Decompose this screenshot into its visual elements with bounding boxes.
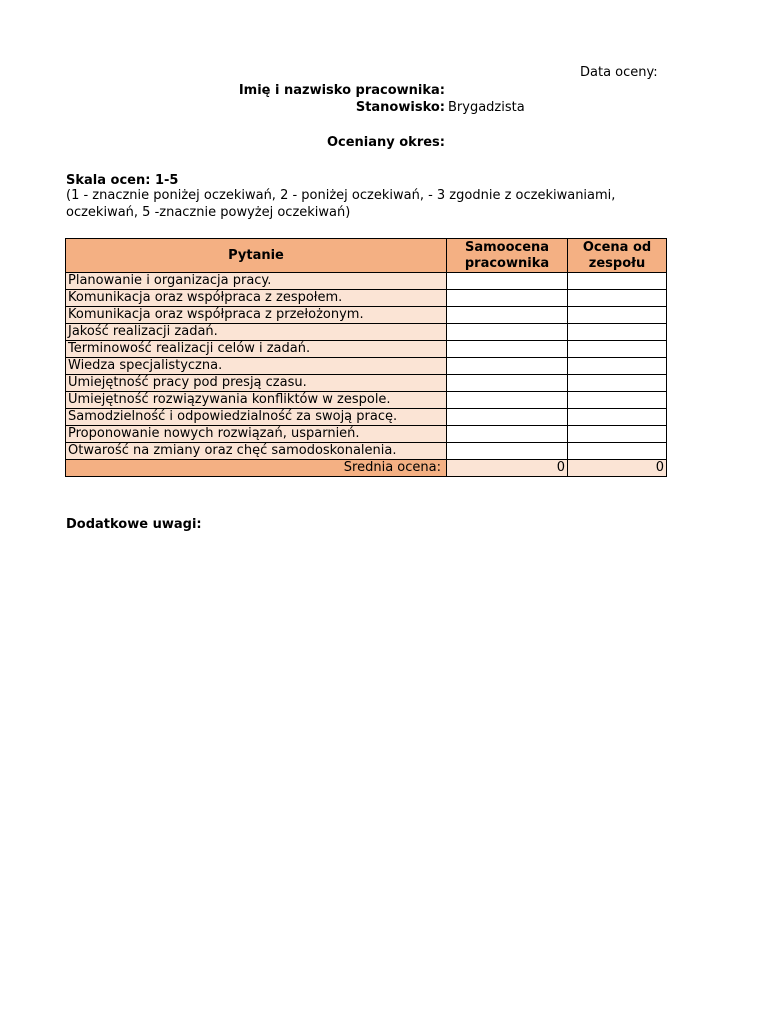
question-cell: Otwarość na zmiany oraz chęć samodoskonalenia. [66,443,447,460]
self-rating-cell[interactable] [447,375,568,392]
question-cell: Proponowanie nowych rozwiązań, usparnień. [66,426,447,443]
table-row [66,358,667,375]
average-label: Średnia ocena: [66,460,447,477]
team-rating-cell[interactable] [568,307,667,324]
column-header-question: Pytanie [66,239,447,273]
column-header-self-assessment: Samoocena pracownika [447,239,568,273]
question-cell: Umiejętność rozwiązywania konfliktów w zespole. [66,392,447,409]
evaluated-period-label: Oceniany okres: [326,135,445,150]
table-row [66,409,667,426]
question-cell: Terminowość realizacji celów i zadań. [66,341,447,358]
table-row [66,273,667,290]
table-row [66,290,667,307]
question-cell: Komunikacja oraz współpraca z przełożonym. [66,307,447,324]
self-rating-cell[interactable] [447,426,568,443]
self-rating-cell[interactable] [447,324,568,341]
table-row [66,443,667,460]
self-rating-cell[interactable] [447,290,568,307]
table-header-row [66,239,667,273]
question-cell: Umiejętność pracy pod presją czasu. [66,375,447,392]
average-self-value: 0 [447,460,568,477]
evaluation-date-label: Data oceny: [580,65,658,80]
team-rating-cell[interactable] [568,392,667,409]
team-rating-cell[interactable] [568,273,667,290]
scale-description-line-2: oczekiwań, 5 -znacznie powyżej oczekiwań) [66,205,351,220]
team-rating-cell[interactable] [568,358,667,375]
table-row [66,307,667,324]
average-team-value: 0 [568,460,667,477]
self-rating-cell[interactable] [447,392,568,409]
column-header-team-rating: Ocena od zespołu [568,239,667,273]
team-rating-cell[interactable] [568,341,667,358]
table-row [66,375,667,392]
question-cell: Wiedza specjalistyczna. [66,358,447,375]
question-cell: Planowanie i organizacja pracy. [66,273,447,290]
self-rating-cell[interactable] [447,307,568,324]
position-label: Stanowisko: [355,100,445,115]
evaluation-table [65,238,667,477]
team-rating-cell[interactable] [568,443,667,460]
question-cell: Jakość realizacji zadań. [66,324,447,341]
team-rating-cell[interactable] [568,290,667,307]
additional-remarks-label: Dodatkowe uwagi: [66,517,202,532]
table-row [66,324,667,341]
table-row [66,392,667,409]
scale-title: Skala ocen: 1-5 [66,173,179,188]
question-cell: Samodzielność i odpowiedzialność za swoją pracę. [66,409,447,426]
position-value: Brygadzista [448,100,525,115]
team-rating-cell[interactable] [568,409,667,426]
self-rating-cell[interactable] [447,409,568,426]
table-row [66,341,667,358]
team-rating-cell[interactable] [568,426,667,443]
employee-name-label: Imię i nazwisko pracownika: [238,83,445,98]
self-rating-cell[interactable] [447,443,568,460]
self-rating-cell[interactable] [447,358,568,375]
self-rating-cell[interactable] [447,273,568,290]
scale-description-line-1: (1 - znacznie poniżej oczekiwań, 2 - poniżej oczekiwań, - 3 zgodnie z oczekiwaniami, [66,188,616,203]
average-row [66,460,667,477]
question-cell: Komunikacja oraz współpraca z zespołem. [66,290,447,307]
self-rating-cell[interactable] [447,341,568,358]
table-row [66,426,667,443]
team-rating-cell[interactable] [568,324,667,341]
team-rating-cell[interactable] [568,375,667,392]
